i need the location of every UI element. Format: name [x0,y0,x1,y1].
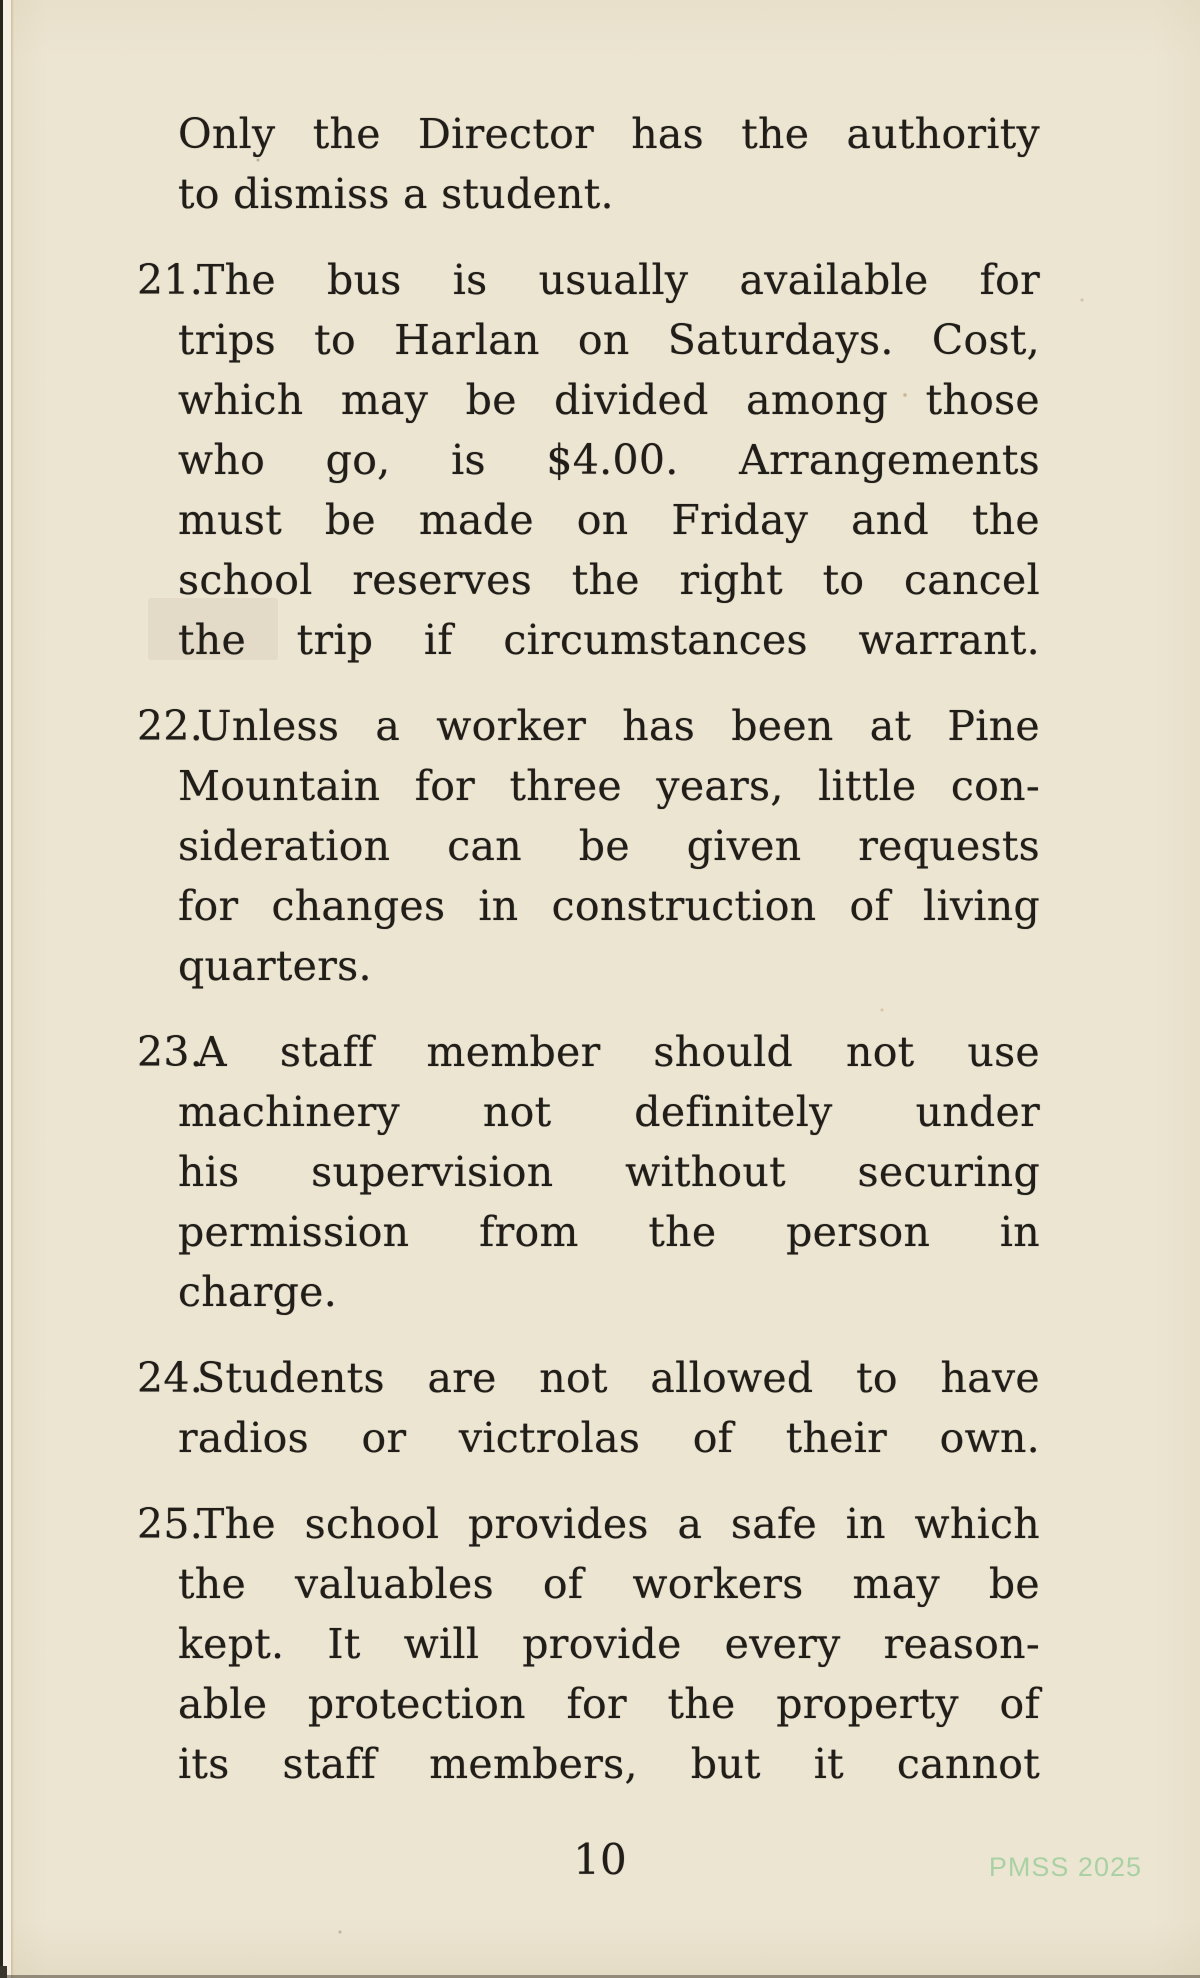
paragraph [137,250,1040,670]
text-line: The bus is usually available for [197,256,1040,304]
text-line: school reserves the right to cancel [178,556,1040,604]
page-edge-margin [3,0,11,1978]
paragraph-number: 21. [137,256,204,304]
paragraph-number: 24. [137,1354,204,1402]
text-line: who go, is $4.00. Arrangements [178,436,1040,484]
paragraph [137,1348,1040,1468]
text-line: machinery not definitely under [178,1088,1040,1136]
text-line: charge. [178,1268,338,1316]
text-line: sideration can be given requests [178,822,1040,870]
text-line: Mountain for three years, little con- [178,762,1040,810]
paragraph [137,696,1040,996]
text-line: A staff member should not use [197,1028,1040,1076]
text-line: must be made on Friday and the [178,496,1040,544]
text-line: The school provides a safe in which [197,1500,1040,1548]
text-line: for changes in construction of living [178,882,1040,930]
text-line: permission from the person in [178,1208,1040,1256]
paragraph-number: 22. [137,702,204,750]
text-line: trips to Harlan on Saturdays. Cost, [178,316,1040,364]
page-corner-notch [0,1966,7,1978]
text-line: the valuables of workers may be [178,1560,1040,1608]
text-block [137,104,1040,1794]
text-line: which may be divided among those [178,376,1040,424]
text-line: kept. It will provide every reason- [178,1620,1040,1668]
paragraph [137,1022,1040,1322]
page-crease [11,0,14,1978]
text-line: able protection for the property of [178,1680,1040,1728]
text-line: to dismiss a student. [178,170,614,218]
page-number: 10 [573,1835,627,1884]
text-line: his supervision without securing [178,1148,1040,1196]
watermark: PMSS 2025 [988,1852,1142,1882]
text-line: Unless a worker has been at Pine [197,702,1040,750]
paragraph-number: 23. [137,1028,204,1076]
text-line: its staff members, but it cannot [178,1740,1040,1788]
text-line: radios or victrolas of their own. [178,1414,1040,1462]
text-line: quarters. [178,942,372,990]
text-line: Only the Director has the authority [178,110,1040,158]
paragraph [137,1494,1040,1794]
text-line: the trip if circumstances warrant. [178,616,1040,664]
text-line: Students are not allowed to have [197,1354,1040,1402]
paragraph-number: 25. [137,1500,204,1548]
paragraph [178,104,1040,224]
